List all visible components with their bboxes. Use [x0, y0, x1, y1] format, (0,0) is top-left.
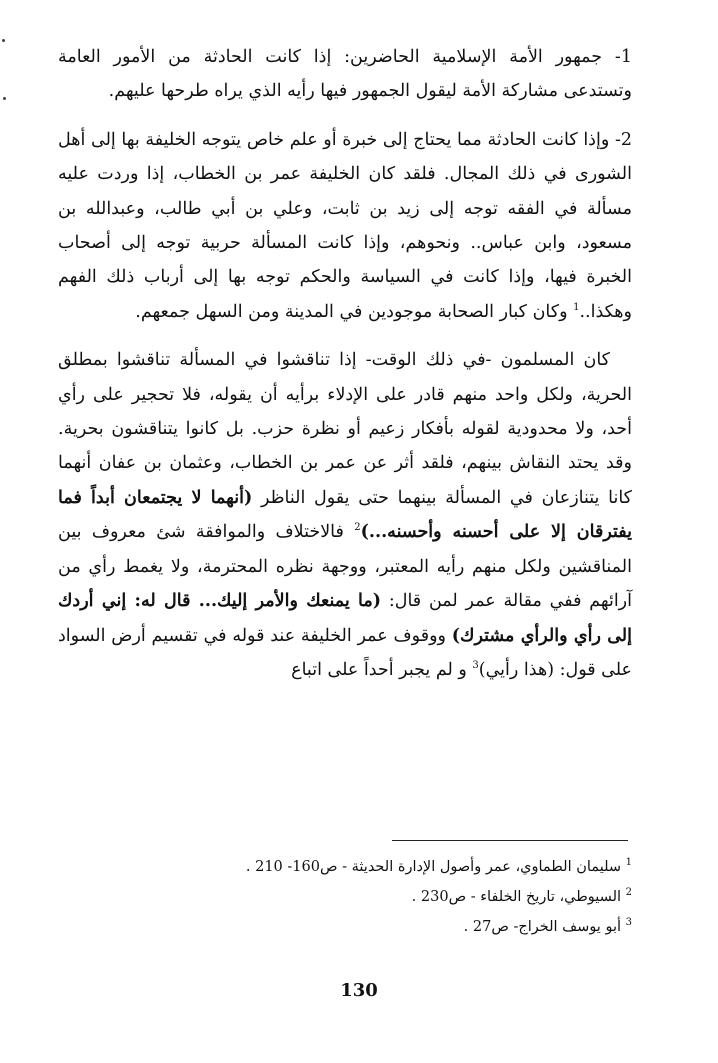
paragraph-text: ووقوف عمر الخليفة عند قوله في تقسيم أرض السواد على قول: (هذا رأيي) [58, 625, 632, 680]
footnote-number: 1 [625, 857, 632, 869]
paragraph-text: وكان كبار الصحابة موجودين في المدينة ومن السهل جمعهم. [135, 301, 574, 322]
paragraph-text: كان المسلمون -في ذلك الوقت- إذا تناقشوا في المسألة تناقشوا بمطلق الحرية، ولكل واحد منهم قادر على الإدلاء برأيه أن يقوله، فلا تحجير على رأي أحد، ولا محدودية لقوله بأفكار زعيم أو نظرة حزب. بل كانوا يتناقشون بحرية. وقد يحتد النقاش بينهم، فلقد أثر عن عمر بن الخطاب، وعثمان بن عفان أنهما كانا يتنازعان في المسألة بينهما حتى يقول الناظر [58, 350, 632, 508]
scan-mark [3, 97, 6, 100]
scan-mark [2, 39, 5, 42]
footnotes [58, 852, 632, 942]
footnote-text: أبو يوسف الخراج- ص27 . [463, 919, 626, 935]
numbered-paragraph-2 [58, 123, 632, 329]
item-number: 1- [602, 47, 632, 67]
bold-quote: (أنهما لا يجتمعان أبداً فما يفترقان إلا على أحسنه وأحسنه...) [58, 487, 632, 543]
item-number: 2- [609, 129, 632, 150]
numbered-paragraph-1 [58, 40, 632, 109]
footnote-ref: 3 [472, 660, 479, 672]
footnote-ref: 1 [573, 302, 580, 314]
footnote [58, 852, 632, 882]
main-text [58, 40, 632, 687]
footnote-text: سليمان الطماوي، عمر وأصول الإدارة الحديثة - ص160- 210 . [245, 859, 626, 875]
footnote-divider [392, 840, 628, 841]
footnote-ref: 2 [354, 522, 361, 534]
paragraph-text: فالاختلاف والموافقة شئ معروف بين المناقشين ولكل منهم رأيه المعتبر، ووجهة نظره المحترمة، ولا يغمط رأي من آرائهم ففي مقالة عمر لمن قال: [58, 522, 632, 612]
page-number: 130 [340, 980, 378, 1001]
footnote-text: السيوطي، تاريخ الخلفاء - ص230 . [411, 889, 626, 905]
paragraph-3 [58, 343, 632, 687]
paragraph-text: جمهور الأمة الإسلامية الحاضرين: إذا كانت الحادثة من الأمور العامة وتستدعى مشاركة الأمة ليقول الجمهور فيها رأيه الذي يراه طرحها عليهم. [58, 47, 632, 102]
footnote-number: 3 [625, 917, 632, 929]
bold-quote: (ما يمنعك والأمر إليك... قال له: إني أردك إلى رأي والرأي مشترك) [58, 591, 632, 646]
paragraph-text: و لم يجبر أحداً على اتباع [291, 659, 473, 680]
footnote [58, 882, 632, 912]
footnote [58, 912, 632, 942]
paragraph-text: وإذا كانت الحادثة مما يحتاج إلى خبرة أو علم خاص يتوجه الخليفة بها إلى أهل الشورى في ذلك المجال. فلقد كان الخليفة عمر بن الخطاب، إذا وردت عليه مسألة في الفقه توجه إلى زيد بن ثابت، وعلي بن أبي طالب، وعبدالله بن مسعود، وابن عباس.. ونحوهم، وإذا كانت المسألة حربية توجه إلى أصحاب الخبرة فيها، وإذا كانت في السياسة والحكم توجه بها إلى أرباب ذلك الفهم وهكذا.. [58, 129, 632, 322]
footnote-number: 2 [625, 887, 632, 899]
